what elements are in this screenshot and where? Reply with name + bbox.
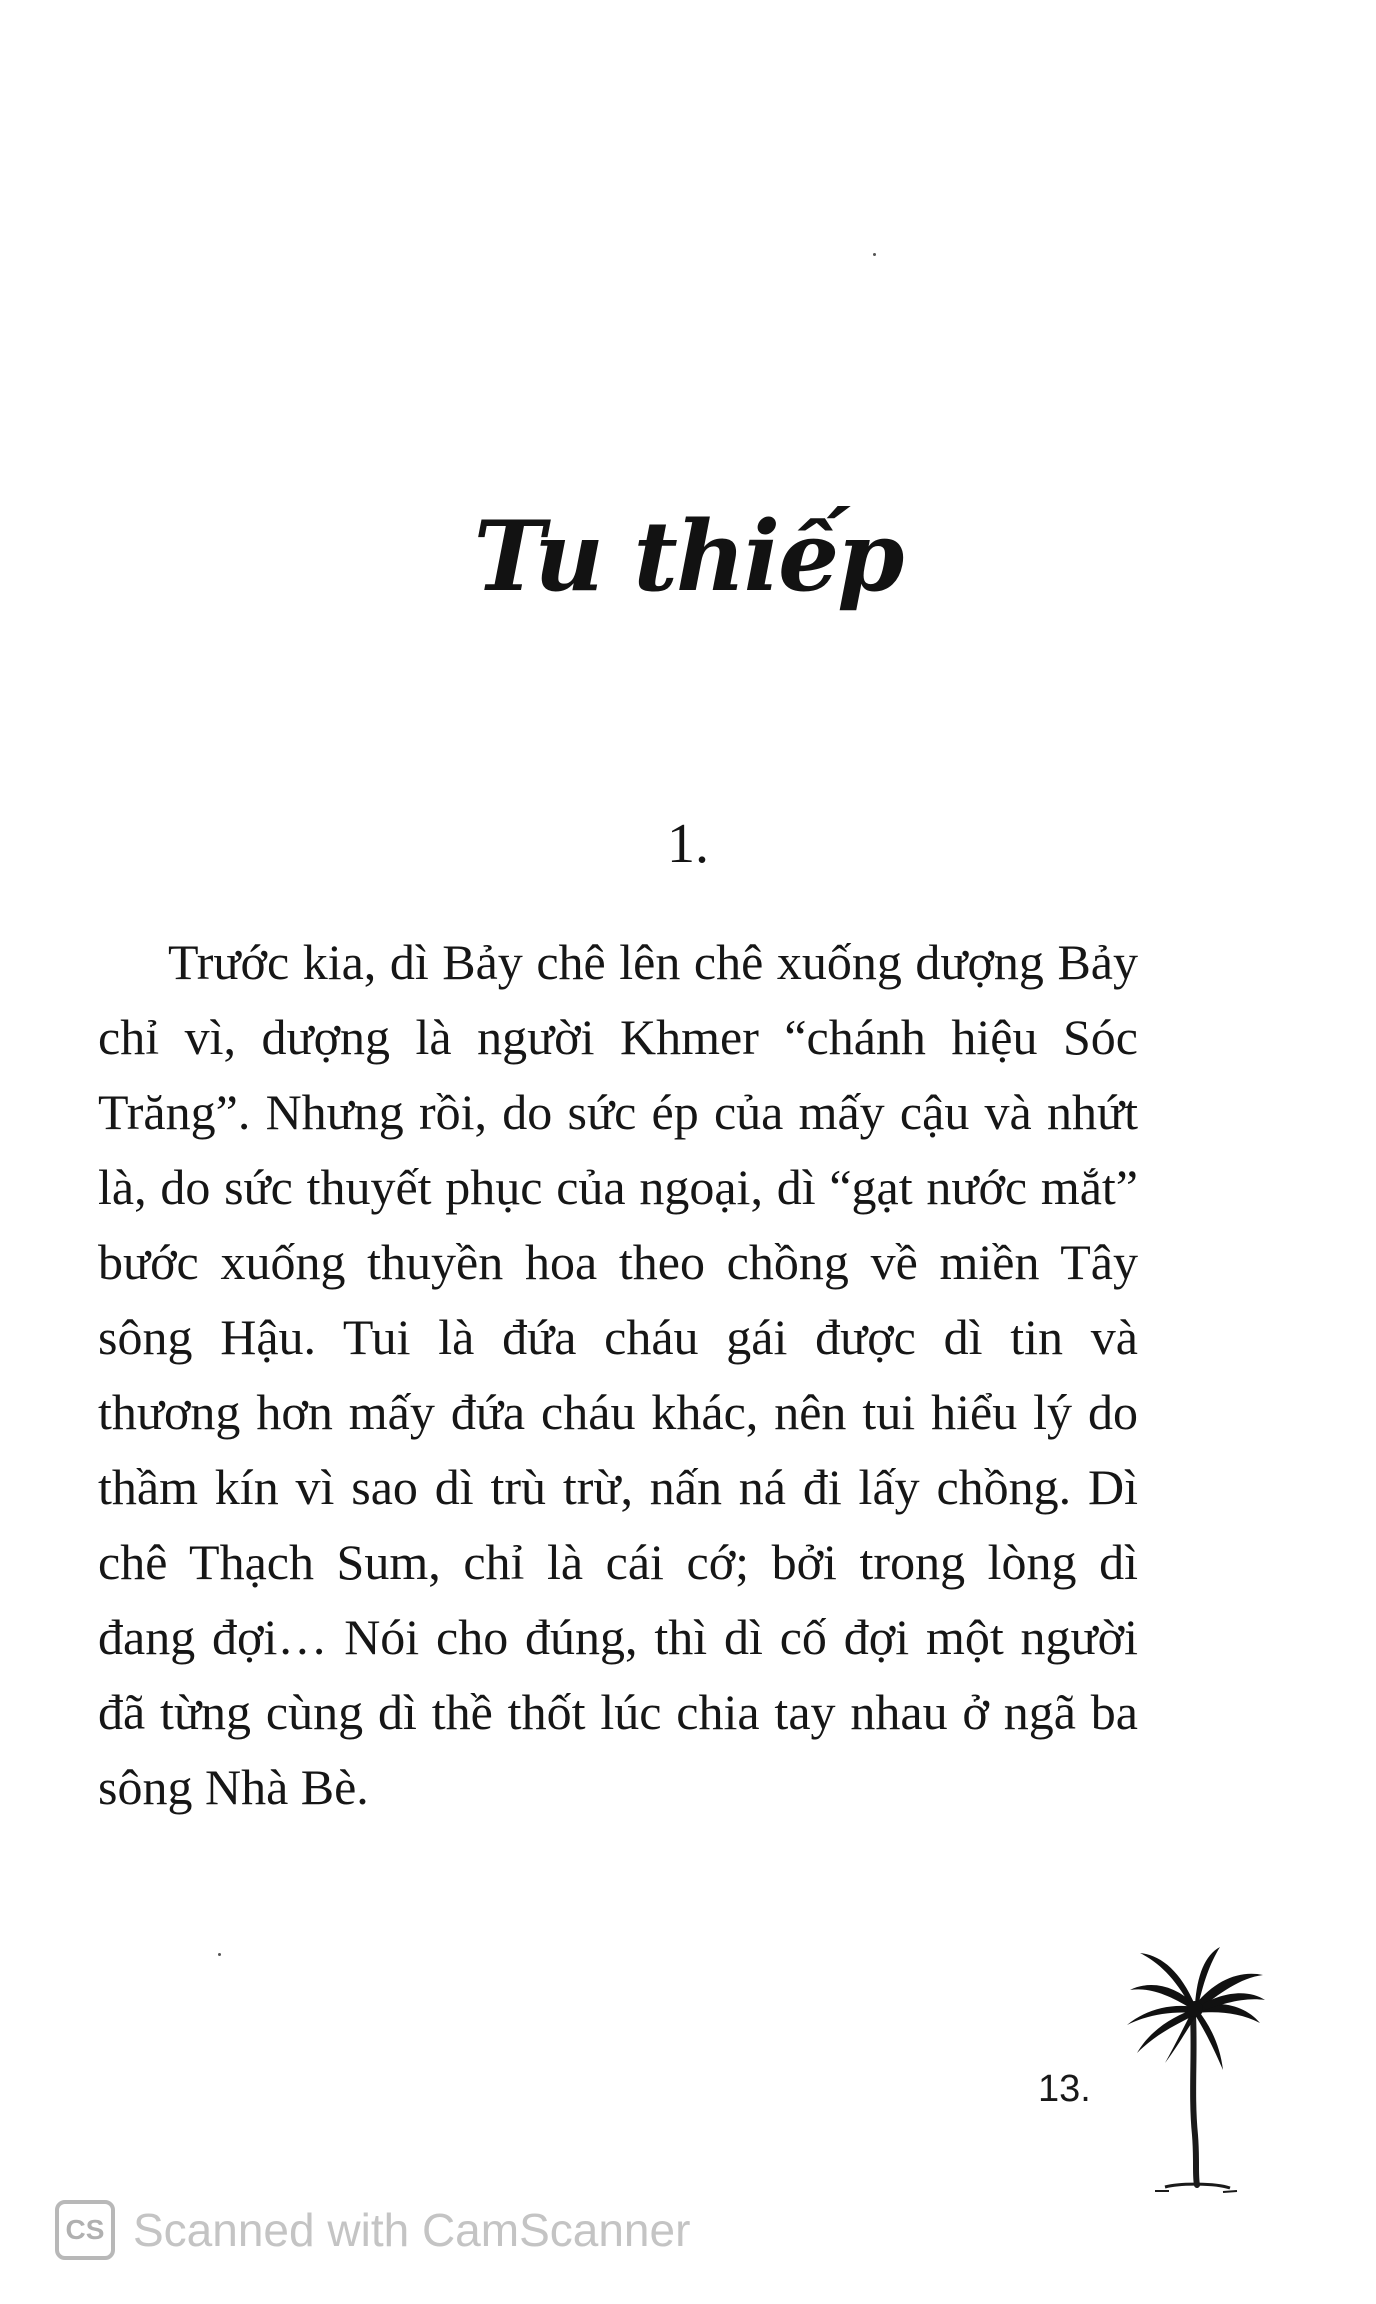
chapter-title: Tu thiếp xyxy=(473,500,903,613)
scan-speck xyxy=(873,253,876,256)
watermark-text: Scanned with CamScanner xyxy=(133,2204,691,2256)
body-paragraph: Trước kia, dì Bảy chê lên chê xuống dượng Bảy chỉ vì, dượng là người Khmer “chánh hiệu Sóc Trăng”. Nhưng rồi, do sức ép của mấy cậu và nhứt là, do sức thuyết phục của ngoại, dì “gạt nước mắt” bước xuống thuyền hoa theo chồng về miền Tây sông Hậu. Tui là đứa cháu gái được dì tin và thương hơn mấy đứa cháu khác, nên tui hiểu lý do thầm kín vì sao dì trù trừ, nấn ná đi lấy chồng. Dì chê Thạch Sum, chỉ là cái cớ; bởi trong lòng dì đang đợi… Nói cho đúng, thì dì cố đợi một người đã từng cùng dì thề thốt lúc chia tay nhau ở ngã ba sông Nhà Bè. xyxy=(98,934,1138,1815)
scan-speck xyxy=(218,1953,221,1956)
palm-tree-icon xyxy=(1125,1945,1265,2195)
camscanner-logo-icon: CS xyxy=(55,2200,115,2260)
scanner-watermark xyxy=(55,2198,690,2262)
section-number: 1. xyxy=(667,813,709,875)
page-number: 13. xyxy=(1038,2068,1091,2110)
